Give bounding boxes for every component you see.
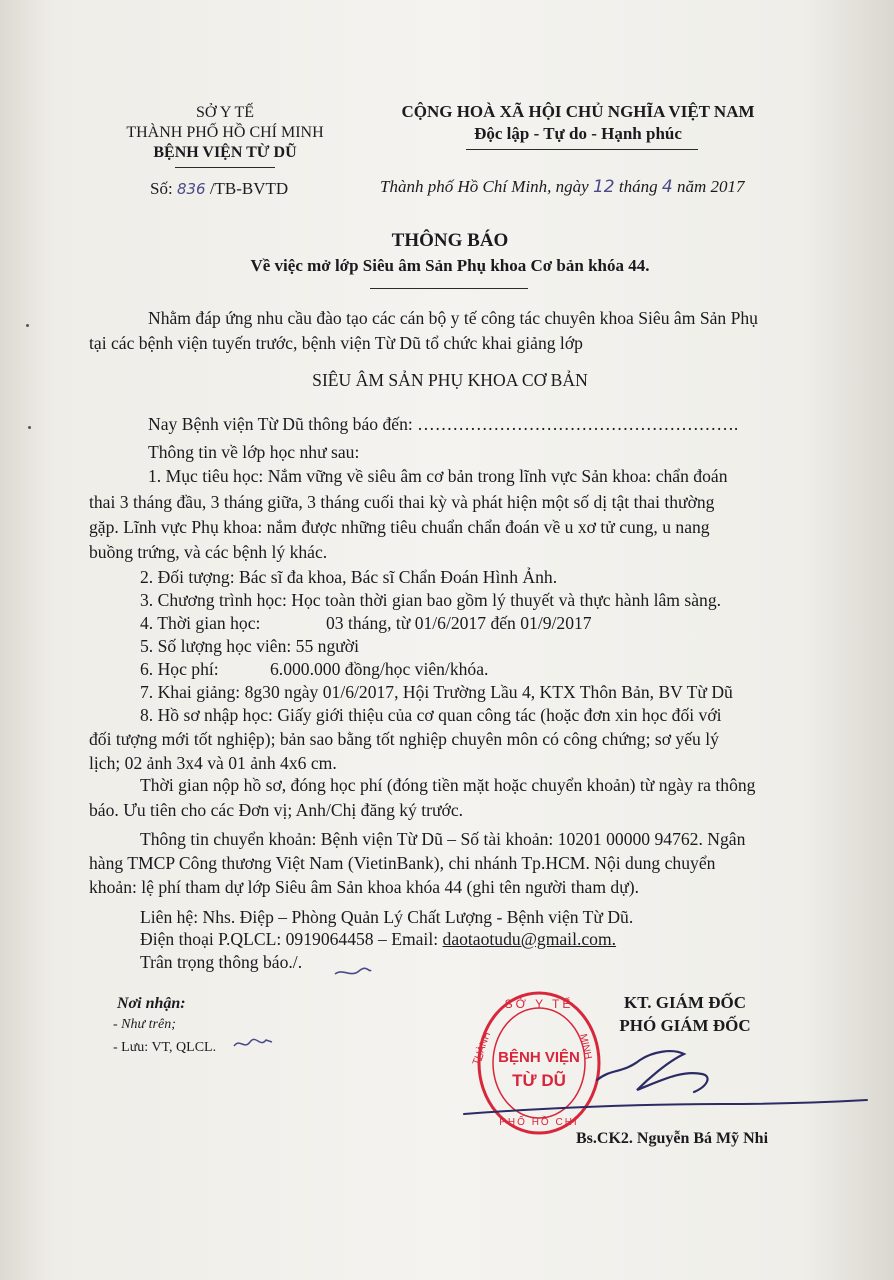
recipients-heading: Nơi nhận: <box>117 995 186 1012</box>
bank-line-2: hàng TMCP Công thương Việt Nam (VietinBank), chi nhánh Tp.HCM. Nội dung chuyển <box>89 853 716 873</box>
margin-mark <box>28 426 31 429</box>
item-8-line-1: 8. Hồ sơ nhập học: Giấy giới thiệu của cơ quan công tác (hoặc đơn xin học đối với <box>140 705 722 725</box>
date-month-handwritten: 4 <box>661 177 673 197</box>
item-1-line-4: buồng trứng, và các bệnh lý khác. <box>89 542 328 562</box>
course-name: SIÊU ÂM SẢN PHỤ KHOA CƠ BẢN <box>312 370 588 390</box>
document-number: Số: 836 /TB-BVTD <box>150 179 289 198</box>
document-number-handwritten: 836 <box>176 180 206 198</box>
header-dept: SỞ Y TẾ <box>195 104 255 121</box>
header-hospital: BỆNH VIỆN TỪ DŨ <box>153 144 297 161</box>
margin-mark <box>26 324 29 327</box>
title-divider <box>370 288 528 289</box>
item-2: 2. Đối tượng: Bác sĩ đa khoa, Bác sĩ Chẩn Đoán Hình Ảnh. <box>140 567 558 587</box>
item-8-line-3: lịch; 02 ảnh 3x4 và 01 ảnh 4x6 cm. <box>89 753 337 773</box>
bank-line-1: Thông tin chuyển khoản: Bệnh viện Từ Dũ – Số tài khoản: 10201 00000 94762. Ngân <box>140 829 746 849</box>
item-4-label: 4. Thời gian học: <box>140 613 261 633</box>
document-subtitle: Về việc mở lớp Siêu âm Sản Phụ khoa Cơ bản khóa 44. <box>250 256 650 275</box>
national-motto: Độc lập - Tự do - Hạnh phúc <box>474 124 682 143</box>
deadline-line-2: báo. Ưu tiên cho các Đơn vị; Anh/Chị đăng ký trước. <box>89 800 464 820</box>
info-heading: Thông tin về lớp học như sau: <box>148 442 360 462</box>
header-city: THÀNH PHỐ HỒ CHÍ MINH <box>126 124 324 141</box>
stamp-ring-left: THÀNH <box>471 1030 494 1067</box>
deadline-line-1: Thời gian nộp hồ sơ, đóng học phí (đóng tiền mặt hoặc chuyển khoản) từ ngày ra thông <box>140 775 756 795</box>
recipient-1: - Như trên; <box>113 1017 176 1032</box>
stamp-center-line-1: BỆNH VIỆN <box>498 1049 580 1066</box>
item-6-label: 6. Học phí: <box>140 659 219 679</box>
item-4-value: 03 tháng, từ 01/6/2017 đến 01/9/2017 <box>326 613 592 633</box>
intro-line-1: Nhằm đáp ứng nhu cầu đào tạo các cán bộ y tế công tác chuyên khoa Siêu âm Sản Phụ <box>148 308 758 328</box>
date-day-handwritten: 12 <box>592 177 615 197</box>
bank-line-3: khoản: lệ phí tham dự lớp Siêu âm Sản khoa khóa 44 (ghi tên người tham dự). <box>89 877 640 897</box>
closing-line: Trân trọng thông báo./. <box>140 952 303 972</box>
item-5: 5. Số lượng học viên: 55 người <box>140 636 359 656</box>
stamp-ring-bottom: PHỐ HỒ CHÍ <box>499 1117 579 1128</box>
contact-email-link[interactable]: daotaotudu@gmail.com. <box>442 929 617 949</box>
item-7: 7. Khai giảng: 8g30 ngày 01/6/2017, Hội Trường Lầu 4, KTX Thôn Bản, BV Từ Dũ <box>140 682 733 702</box>
signature-title-1: KT. GIÁM ĐỐC <box>624 993 746 1012</box>
stamp-ring-right: MINH <box>577 1033 594 1061</box>
item-6-value: 6.000.000 đồng/học viên/khóa. <box>270 659 489 679</box>
archive-initial-scribble <box>232 1034 274 1054</box>
item-3: 3. Chương trình học: Học toàn thời gian bao gồm lý thuyết và thực hành lâm sàng. <box>140 590 722 610</box>
signature-scribble <box>462 1040 872 1130</box>
date-line: Thành phố Hồ Chí Minh, ngày 12 tháng 4 năm 2017 <box>380 177 745 197</box>
item-8-line-2: đối tượng mới tốt nghiệp); bản sao bằng tốt nghiệp chuyên môn có công chứng; sơ yếu lý <box>89 729 719 749</box>
item-1-line-2: thai 3 tháng đầu, 3 tháng giữa, 3 tháng cuối thai kỳ và phát hiện một số dị tật thai thường <box>89 492 715 512</box>
stamp-center-line-2: TỪ DŨ <box>512 1071 566 1090</box>
notice-recipient: Nay Bệnh viện Từ Dũ thông báo đến: ………………………………………………. <box>148 414 739 434</box>
header-left-divider <box>175 167 275 168</box>
stamp-top-text: SỞ Y TẾ <box>504 997 574 1011</box>
signatory-name: Bs.CK2. Nguyễn Bá Mỹ Nhi <box>576 1130 769 1147</box>
item-1-line-1: 1. Mục tiêu học: Nắm vững về siêu âm cơ bản trong lĩnh vực Sản khoa: chẩn đoán <box>148 466 728 486</box>
signature-title-2: PHÓ GIÁM ĐỐC <box>619 1016 751 1035</box>
contact-line: Liên hệ: Nhs. Điệp – Phòng Quản Lý Chất Lượng - Bệnh viện Từ Dũ. <box>140 907 634 927</box>
initial-scribble <box>333 964 373 982</box>
item-1-line-3: gặp. Lĩnh vực Phụ khoa: nắm được những tiêu chuẩn chẩn đoán về u xơ tử cung, u nang <box>89 517 710 537</box>
header-right-divider <box>466 149 698 150</box>
document-title: THÔNG BÁO <box>391 230 509 251</box>
national-title: CỘNG HOÀ XÃ HỘI CHỦ NGHĨA VIỆT NAM <box>401 102 755 121</box>
recipient-2: - Lưu: VT, QLCL. <box>113 1040 217 1055</box>
contact-phone-line: Điện thoại P.QLCL: 0919064458 – Email: daotaotudu@gmail.com. <box>140 929 617 949</box>
intro-line-2: tại các bệnh viện tuyến trước, bệnh viện Từ Dũ tổ chức khai giảng lớp <box>89 333 583 353</box>
